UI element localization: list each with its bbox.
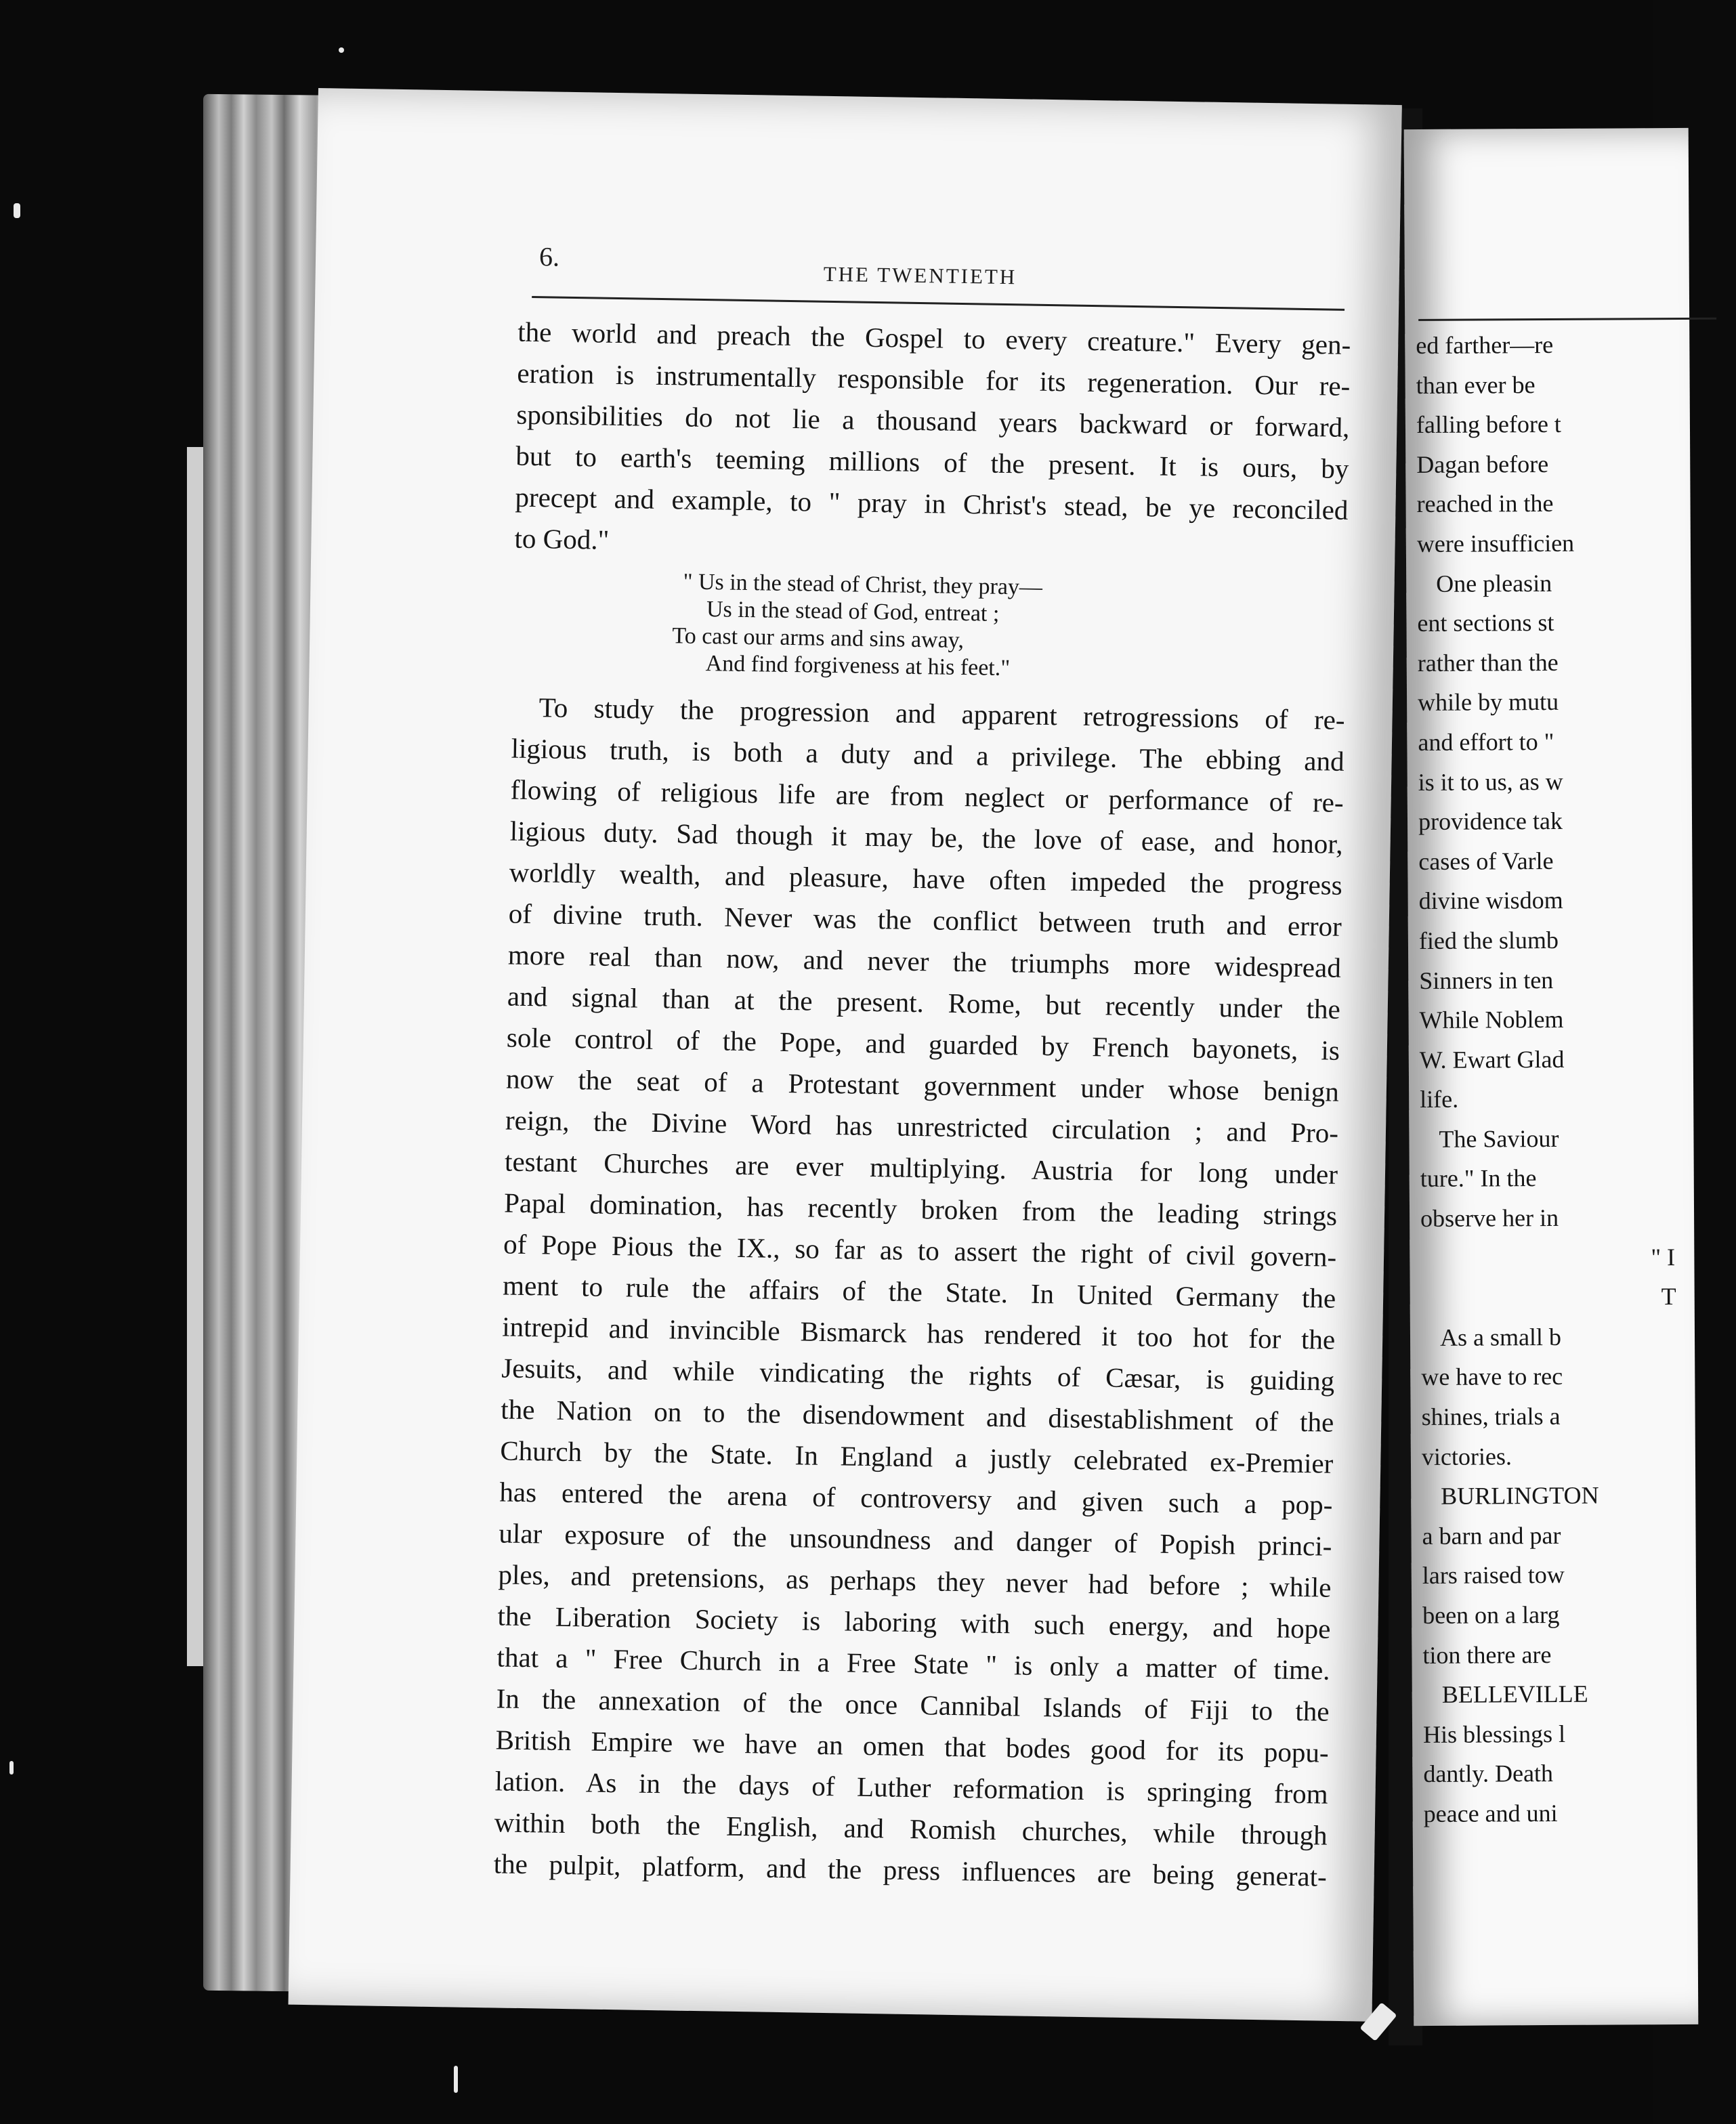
text-line: we have to rec [1421,1363,1563,1391]
text-line: within both the English, and Romish churches, while through [494,1806,1328,1851]
paragraph-1 [514,312,1351,572]
text-line: Sinners in ten [1419,966,1554,994]
text-line: that a " Free Church in a Free State " is only a matter of time. [496,1641,1330,1686]
text-line: The Saviour [1439,1124,1559,1153]
text-line: the pulpit, platform, and the press influences are being generat- [493,1848,1328,1892]
text-line: falling before t [1416,410,1561,439]
text-line: tion there are [1422,1640,1552,1669]
scan-speck [339,47,344,53]
text-line: sole control of the Pope, and guarded by French bayonets, is [506,1021,1340,1066]
text-line: and signal than at the present. Rome, but recently under the [507,980,1341,1025]
text-line: now the seat of a Protestant government under whose benign [505,1063,1340,1107]
text-line: life. [1420,1085,1459,1113]
running-head: THE TWENTIETH [823,261,1017,289]
text-line: victories. [1421,1442,1512,1470]
text-line: eration is instrumentally responsible for its regeneration. Our re- [517,357,1351,402]
right-header-rule [1418,318,1716,321]
text-line: lars raised tow [1422,1561,1565,1590]
text-line: W. Ewart Glad [1419,1045,1565,1074]
right-page-text [1416,324,1735,1834]
text-line: been on a larg [1422,1600,1560,1630]
text-line: worldly wealth, and pleasure, have often impeded the progress [509,856,1343,901]
text-line: As a small b [1439,1323,1562,1351]
poem-line: To cast our arms and sins away, [672,623,965,654]
text-line: reached in the [1416,490,1554,518]
text-line: In the annexation of the once Cannibal Islands of Fiji to the [496,1682,1330,1727]
left-page [289,88,1402,2022]
text-line: more real than now, and never the triumphs more widespread [507,939,1342,983]
text-line: the Nation on to the disendowment and disestablishment of the [501,1393,1334,1438]
text-line: To study the progression and apparent retrogressions of re- [538,692,1345,736]
text-line: were insufficien [1416,529,1575,557]
text-line: intrepid and invincible Bismarck has rendered it too hot for the [501,1311,1336,1355]
text-line: ture." In the [1420,1164,1537,1193]
text-line: ligious truth, is both a duty and a privilege. The ebbing and [511,732,1345,777]
text-line: testant Churches are ever multiplying. Austria for long under [504,1145,1338,1190]
text-line: divine wisdom [1418,887,1563,915]
text-line: rather than the [1417,648,1559,677]
text-line: has entered the arena of controversy and given such a pop- [499,1476,1333,1521]
text-line: BURLINGTON [1441,1481,1599,1510]
text-line: " I [1651,1243,1676,1271]
text-line: flowing of religious life are from neglect or performance of re- [510,773,1344,818]
text-line: a barn and par [1422,1521,1561,1550]
text-line: British Empire we have an omen that bodes good for its popu- [495,1724,1329,1768]
text-line: cases of Varle [1418,847,1554,875]
paragraph-2 [493,687,1345,1898]
text-line: ed farther—re [1416,331,1554,360]
text-line: of divine truth. Never was the conflict between truth and error [508,897,1342,942]
text-line: His blessings l [1422,1720,1566,1748]
text-line: While Noblem [1419,1005,1564,1034]
poem-line: Us in the stead of God, entreat ; [706,597,1000,626]
text-line: Dagan before [1416,450,1549,478]
text-line: reign, the Divine Word has unrestricted circulation ; and Pro- [505,1104,1339,1149]
poem-line: " Us in the stead of Christ, they pray— [683,569,1043,600]
text-line: shines, trials a [1421,1402,1561,1431]
text-line: peace and uni [1423,1799,1558,1827]
text-line: the Liberation Society is laboring with such energy, and hope [497,1600,1331,1644]
page-number: 6. [538,241,560,272]
text-line: of Pope Pious the IX., so far as to assert the right of civil govern- [503,1228,1337,1273]
text-line: Church by the State. In England a justly celebrated ex-Premier [500,1435,1334,1479]
right-page-partial [1404,128,1699,2026]
body-text [493,312,1351,1898]
text-line: lation. As in the days of Luther reformation is springing from [494,1765,1328,1810]
text-line: while by mutu [1417,688,1559,717]
scan-speck [454,2066,458,2093]
text-line: the world and preach the Gospel to every creature." Every gen- [517,316,1351,360]
text-line: ligious duty. Sad though it may be, the love of ease, and honor, [509,815,1344,859]
text-line: BELLEVILLE [1441,1680,1588,1709]
scan-speck [14,203,20,218]
text-line: ment to rule the affairs of the State. In United Germany the [502,1269,1336,1314]
text-line: Papal domination, has recently broken from the leading strings [503,1187,1338,1231]
text-line: ular exposure of the unsoundness and danger of Popish princi- [499,1517,1332,1562]
text-line: fied the slumb [1418,926,1559,954]
text-line: Jesuits, and while vindicating the rights of Cæsar, is guiding [501,1352,1335,1397]
text-line: to God." [514,522,610,555]
poem-quotation [512,566,1347,687]
poem-line: And find forgiveness at his feet." [705,651,1011,681]
text-line: dantly. Death [1423,1760,1554,1788]
scan-speck [9,1761,14,1775]
text-line: precept and example, to " pray in Christ's stead, be ye reconciled [515,481,1349,526]
text-line: and effort to " [1418,727,1554,756]
text-line: observe her in [1420,1204,1559,1233]
text-line: T [1661,1283,1676,1311]
text-line: ent sections st [1417,609,1554,637]
text-line: ples, and pretensions, as perhaps they never had before ; while [498,1558,1332,1603]
header-rule [532,296,1345,311]
text-line: than ever be [1416,370,1536,399]
text-line: but to earth's teeming millions of the present. It is ours, by [515,440,1349,484]
text-line: One pleasin [1436,569,1552,597]
text-line: sponsibilities do not lie a thousand years backward or forward, [516,398,1350,443]
text-line: providence tak [1418,807,1563,836]
text-line: is it to us, as w [1418,767,1563,796]
